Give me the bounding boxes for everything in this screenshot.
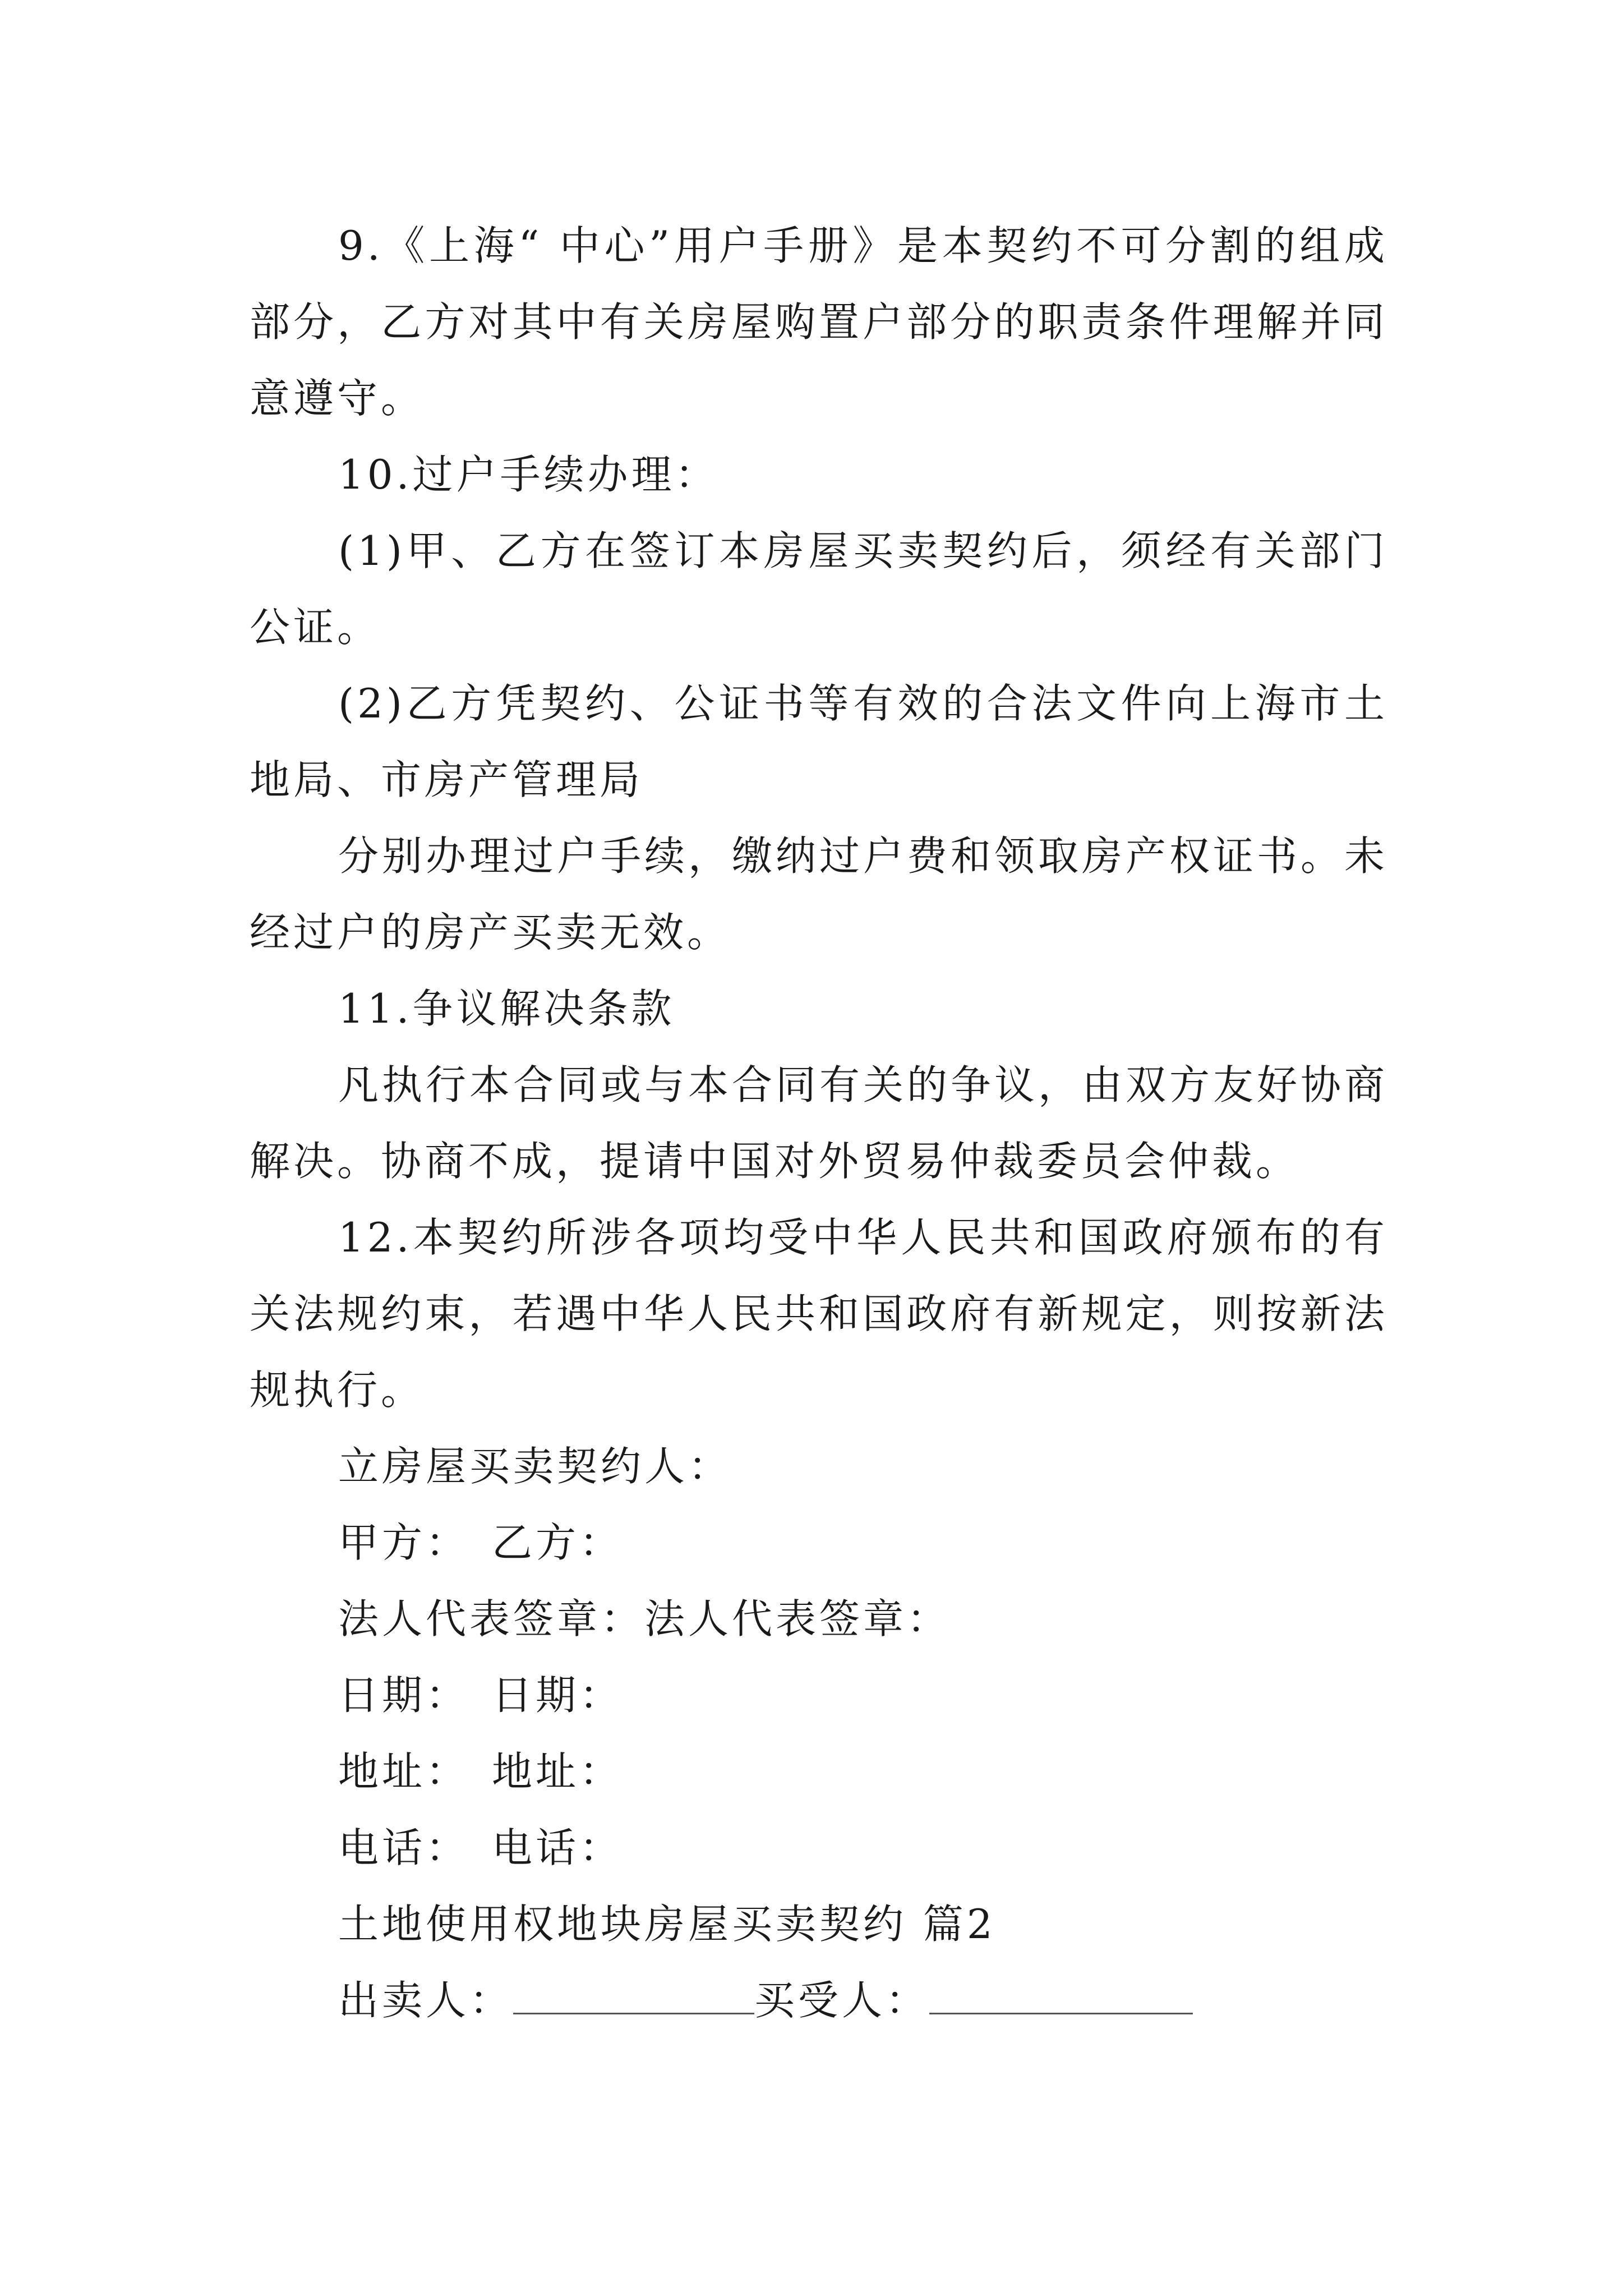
buyer-label: 买受人：	[754, 1977, 930, 2024]
representative-row	[250, 1581, 1388, 1657]
buyer-blank	[929, 1977, 1193, 2014]
phone-b-label: 电话：	[492, 1824, 624, 1871]
document-body	[250, 208, 1388, 2039]
rep-a-label: 法人代表签章：	[338, 1595, 645, 1642]
clause-11-body: 凡执行本合同或与本合同有关的争议，由双方友好协商解决。协商不成，提请中国对外贸易仲裁委员会仲裁。	[250, 1061, 1389, 1185]
date-row	[250, 1657, 1388, 1733]
clause-10-heading: 10.过户手续办理：	[338, 451, 719, 498]
seller-label: 出卖人：	[338, 1977, 514, 2024]
address-row	[250, 1733, 1388, 1810]
signature-heading: 立房屋买卖契约人：	[338, 1443, 732, 1490]
seller-buyer-row	[250, 1962, 1388, 2039]
date-b-label: 日期：	[492, 1672, 624, 1719]
address-b-label: 地址：	[492, 1748, 624, 1795]
seller-blank	[513, 1977, 754, 2014]
phone-row	[250, 1810, 1388, 1886]
next-section-title: 土地使用权地块房屋买卖契约 篇2	[338, 1901, 996, 1948]
address-a-label: 地址：	[338, 1748, 470, 1795]
clause-11-heading: 11.争议解决条款	[338, 985, 675, 1032]
date-a-label: 日期：	[338, 1672, 470, 1719]
party-a-label: 甲方：	[338, 1519, 470, 1566]
party-b-label: 乙方：	[492, 1519, 624, 1566]
clause-12: 12.本契约所涉各项均受中华人民共和国政府颁布的有关法规约束，若遇中华人民共和国政府有新规定，则按新法规执行。	[250, 1214, 1388, 1414]
party-row	[250, 1504, 1388, 1581]
clause-10-item-1: (1)甲、乙方在签订本房屋买卖契约后，须经有关部门公证。	[250, 527, 1388, 651]
clause-10-item-2-continued: 分别办理过户手续，缴纳过户费和领取房产权证书。未经过户的房产买卖无效。	[250, 832, 1389, 956]
clause-9: 9.《上海“ 中心”用户手册》是本契约不可分割的组成部分，乙方对其中有关房屋购置户部分的职责条件理解并同意遵守。	[250, 222, 1388, 422]
phone-a-label: 电话：	[338, 1824, 470, 1871]
rep-b-label: 法人代表签章：	[644, 1595, 951, 1642]
clause-10-item-2: (2)乙方凭契约、公证书等有效的合法文件向上海市土地局、市房产管理局	[250, 680, 1388, 803]
